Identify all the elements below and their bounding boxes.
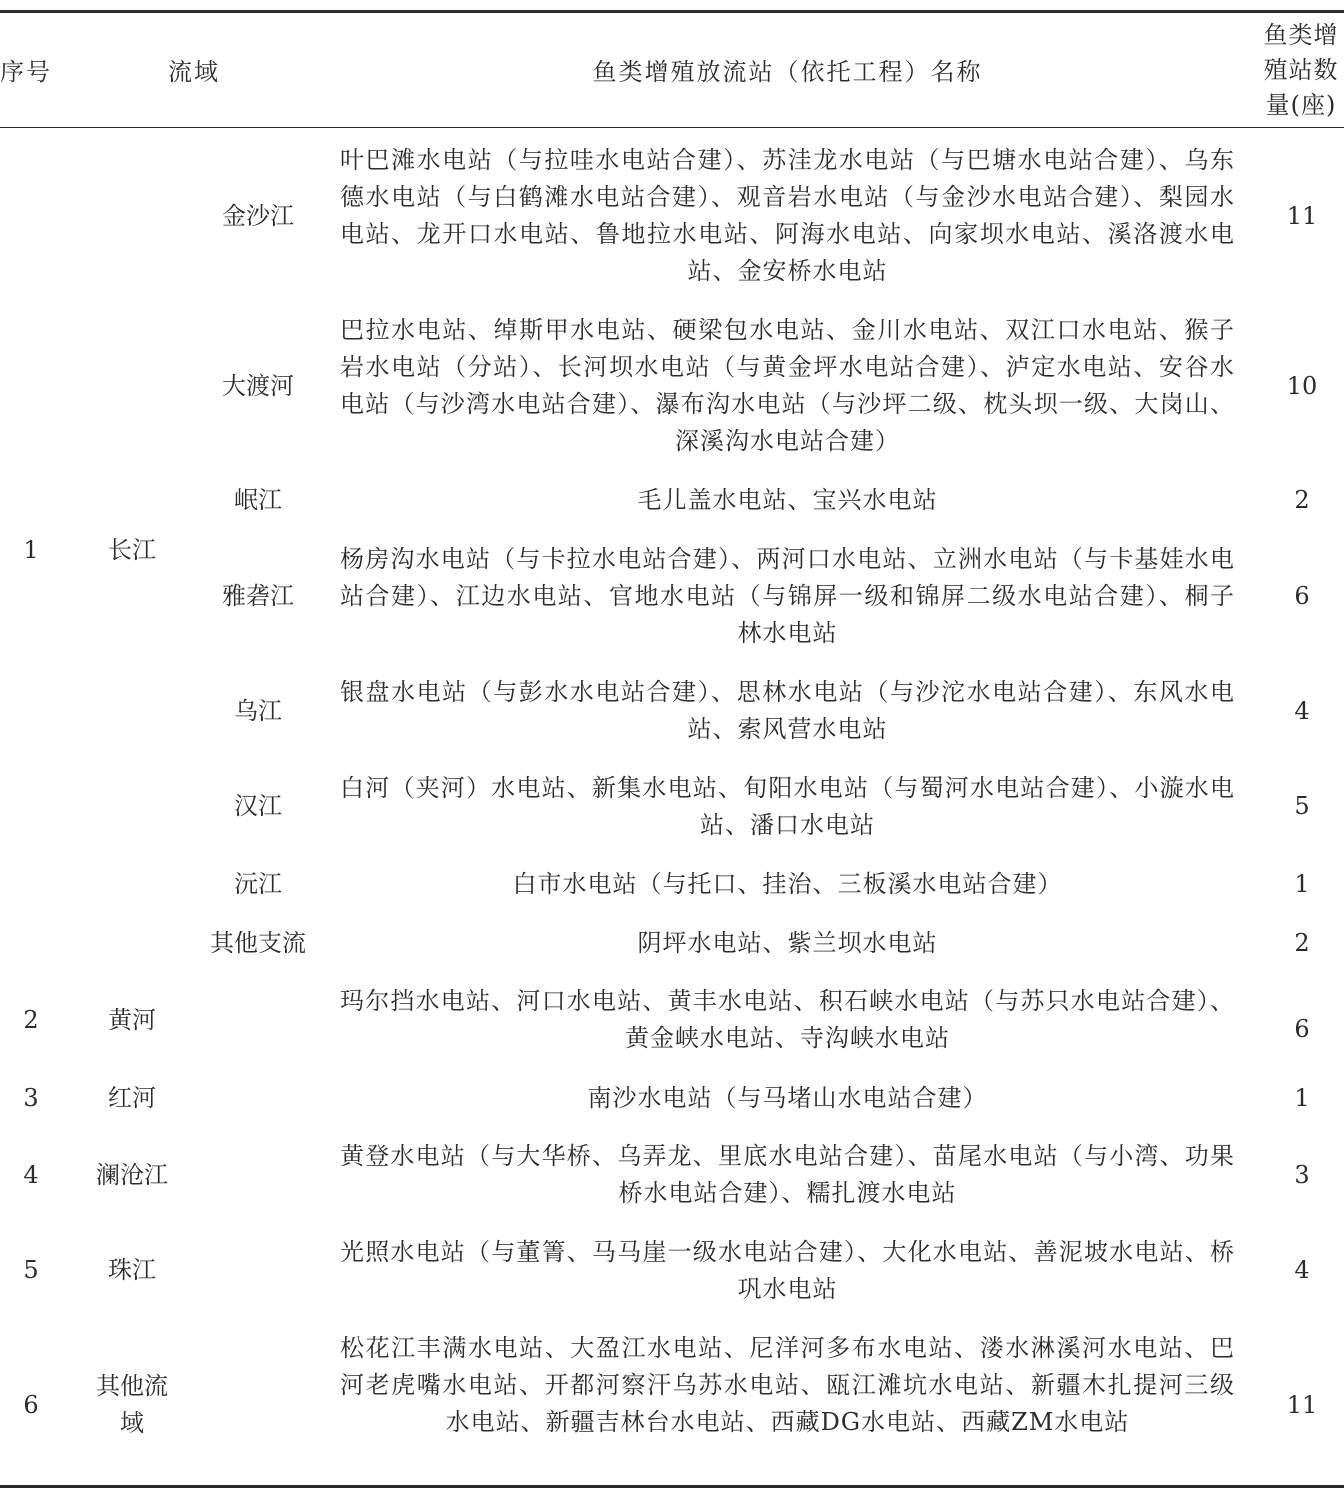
row-count: 11 bbox=[1286, 202, 1318, 230]
row-count: 4 bbox=[1294, 697, 1310, 725]
row-count: 3 bbox=[1294, 1161, 1310, 1189]
row-names: 阴坪水电站、紫兰坝水电站 bbox=[637, 929, 938, 957]
row-count: 5 bbox=[1294, 792, 1310, 820]
row-names: 毛儿盖水电站、宝兴水电站 bbox=[637, 486, 938, 514]
row-names: 银盘水电站（与彭水水电站合建）、思林水电站（与沙沱水电站合建）、东风水电站、索风营水电站 bbox=[340, 678, 1235, 743]
row-count: 1 bbox=[1294, 1084, 1310, 1112]
table-top-rule bbox=[0, 10, 1344, 13]
row-basin: 珠江 bbox=[108, 1256, 156, 1284]
row-names: 白河（夹河）水电站、新集水电站、旬阳水电站（与蜀河水电站合建）、小漩水电站、潘口水电站 bbox=[340, 774, 1235, 839]
row-count: 1 bbox=[1294, 870, 1310, 898]
row-count: 10 bbox=[1286, 372, 1318, 400]
row-count: 2 bbox=[1294, 486, 1310, 514]
row-count: 6 bbox=[1294, 1015, 1310, 1043]
row-index: 6 bbox=[23, 1391, 39, 1419]
row-tributary: 金沙江 bbox=[222, 202, 294, 230]
row-count: 6 bbox=[1294, 582, 1310, 610]
header-count: 鱼类增殖站数量(座) bbox=[1263, 21, 1339, 119]
row-tributary: 岷江 bbox=[234, 486, 282, 514]
row-names: 杨房沟水电站（与卡拉水电站合建）、两河口水电站、立洲水电站（与卡基娃水电站合建）、江边水电站、官地水电站（与锦屏一级和锦屏二级水电站合建）、桐子林水电站 bbox=[340, 545, 1235, 647]
header-index: 序号 bbox=[0, 58, 52, 86]
row-index: 1 bbox=[23, 536, 39, 564]
row-basin: 红河 bbox=[108, 1084, 156, 1112]
row-tributary: 雅砻江 bbox=[222, 582, 294, 610]
row-count: 2 bbox=[1294, 929, 1310, 957]
header-names: 鱼类增殖放流站（依托工程）名称 bbox=[592, 58, 983, 86]
row-index: 4 bbox=[23, 1161, 39, 1189]
row-names: 巴拉水电站、绰斯甲水电站、硬梁包水电站、金川水电站、双江口水电站、猴子岩水电站（分站）、长河坝水电站（与黄金坪水电站合建）、泸定水电站、安谷水电站（与沙湾水电站合建）、瀑布沟水电站（与沙坪二级、枕头坝一级、大岗山、深溪沟水电站合建） bbox=[340, 316, 1235, 455]
row-names: 光照水电站（与董箐、马马崖一级水电站合建）、大化水电站、善泥坡水电站、桥巩水电站 bbox=[340, 1238, 1235, 1303]
row-basin: 澜沧江 bbox=[96, 1161, 168, 1189]
row-names: 黄登水电站（与大华桥、乌弄龙、里底水电站合建）、苗尾水电站（与小湾、功果桥水电站合建）、糯扎渡水电站 bbox=[340, 1142, 1235, 1207]
table-header-rule bbox=[0, 127, 1344, 128]
row-basin: 长江 bbox=[108, 536, 156, 564]
row-names: 松花江丰满水电站、大盈江水电站、尼洋河多布水电站、溇水淋溪河水电站、巴河老虎嘴水电站、开都河察汗乌苏水电站、瓯江滩坑水电站、新疆木扎提河三级水电站、新疆吉林台水电站、西藏DG水电站、西藏ZM水电站 bbox=[340, 1334, 1235, 1436]
row-basin: 其他流域 bbox=[96, 1372, 168, 1437]
row-index: 2 bbox=[23, 1006, 39, 1034]
row-tributary: 乌江 bbox=[234, 697, 282, 725]
row-tributary: 沅江 bbox=[234, 870, 282, 898]
row-names: 白市水电站（与托口、挂治、三板溪水电站合建） bbox=[512, 870, 1063, 898]
row-tributary: 汉江 bbox=[234, 792, 282, 820]
row-names: 南沙水电站（与马堵山水电站合建） bbox=[587, 1084, 988, 1112]
row-names: 玛尔挡水电站、河口水电站、黄丰水电站、积石峡水电站（与苏只水电站合建）、黄金峡水电站、寺沟峡水电站 bbox=[340, 987, 1235, 1052]
row-count: 11 bbox=[1286, 1391, 1318, 1419]
row-index: 5 bbox=[23, 1256, 39, 1284]
table-bottom-rule bbox=[0, 1485, 1344, 1488]
header-basin: 流域 bbox=[168, 58, 220, 86]
row-names: 叶巴滩水电站（与拉哇水电站合建）、苏洼龙水电站（与巴塘水电站合建）、乌东德水电站（与白鹤滩水电站合建）、观音岩水电站（与金沙水电站合建）、梨园水电站、龙开口水电站、鲁地拉水电站、阿海水电站、向家坝水电站、溪洛渡水电站、金安桥水电站 bbox=[340, 146, 1235, 285]
row-tributary: 其他支流 bbox=[210, 929, 306, 957]
row-basin: 黄河 bbox=[108, 1006, 156, 1034]
row-tributary: 大渡河 bbox=[222, 372, 294, 400]
row-count: 4 bbox=[1294, 1256, 1310, 1284]
row-index: 3 bbox=[23, 1084, 39, 1112]
